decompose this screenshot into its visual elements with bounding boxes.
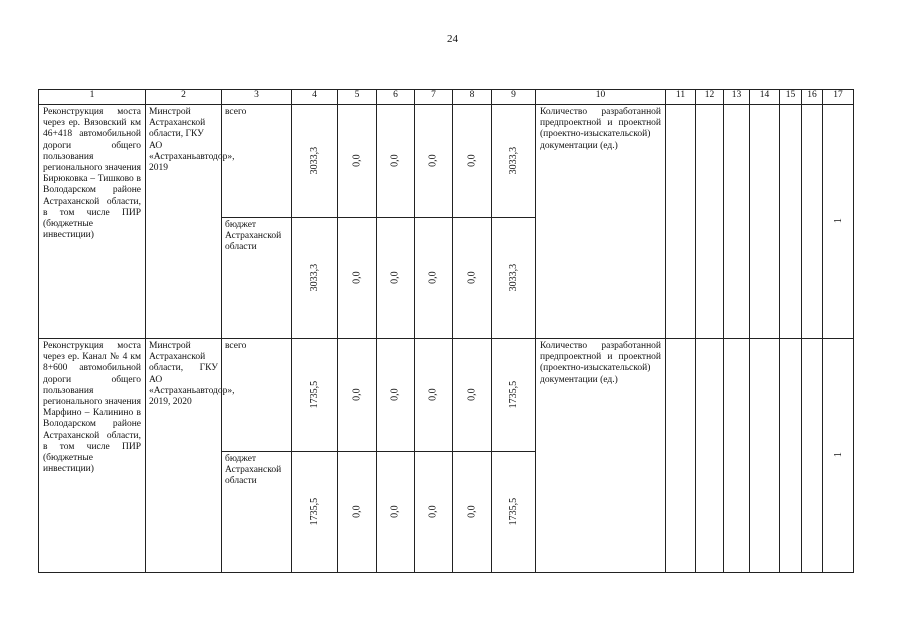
value-cell: [377, 105, 415, 218]
funding-source: всего: [222, 105, 292, 218]
indicator-value: 1: [832, 218, 844, 224]
project-name: Реконструкция моста через ер. Вязовский км 46+418 автомобильной дороги общего пользования регионального значения Бирюковка – Тишково в Володарском районе Астраханской области, в том числе ПИР (бюджетные инвестиции): [39, 105, 146, 339]
value-cell: [415, 218, 453, 339]
value-cell: [453, 339, 492, 452]
empty-cell: [750, 105, 780, 339]
empty-cell: [666, 339, 696, 573]
empty-cell: [780, 105, 802, 339]
project-name: Реконструкция моста через ер. Канал № 4 км 8+600 автомобильной дороги общего пользования регионального значения Марфино – Калинино в Володарском районе Астраханской области, в том числе ПИР (бюджетные инвестиции): [39, 339, 146, 573]
value-cell: [492, 218, 536, 339]
col-header: 15: [780, 90, 802, 105]
value-cell: [453, 105, 492, 218]
header-row: [39, 90, 854, 105]
program-table: [38, 89, 854, 573]
empty-cell: [696, 105, 724, 339]
value: 0,0: [466, 271, 478, 284]
col-header: 11: [666, 90, 696, 105]
value: 0,0: [466, 388, 478, 401]
col-header: 6: [377, 90, 415, 105]
empty-cell: [802, 339, 823, 573]
funding-source: всего: [222, 339, 292, 452]
col-header: 2: [146, 90, 222, 105]
value: 0,0: [351, 154, 363, 167]
empty-cell: [724, 105, 750, 339]
col-header: 5: [338, 90, 377, 105]
value: 0,0: [351, 388, 363, 401]
col-header: 3: [222, 90, 292, 105]
value-cell: [415, 452, 453, 573]
value-cell: [292, 339, 338, 452]
value-cell: [415, 339, 453, 452]
col-header: 13: [724, 90, 750, 105]
col-header: 7: [415, 90, 453, 105]
empty-cell: [750, 339, 780, 573]
empty-cell: [696, 339, 724, 573]
value: 0,0: [389, 154, 401, 167]
value: 0,0: [351, 505, 363, 518]
value-cell: [415, 105, 453, 218]
value: 0,0: [351, 271, 363, 284]
value-cell: [292, 105, 338, 218]
funding-source: бюджет Астраханской области: [222, 452, 292, 573]
value: 0,0: [389, 505, 401, 518]
col-header: 17: [823, 90, 854, 105]
value: 0,0: [427, 271, 439, 284]
value: 0,0: [427, 505, 439, 518]
value: 1735,5: [308, 497, 320, 526]
empty-cell: [780, 339, 802, 573]
executor: Минстрой Астраханской области, ГКУ АО «Астраханьавтодор», 2019: [146, 105, 222, 339]
indicator-value: 1: [832, 452, 844, 458]
value: 3033,3: [507, 263, 519, 292]
indicator: Количество разработанной предпроектной и проектной (проектно-изыскательской) документации (ед.): [536, 339, 666, 573]
value: 1735,5: [507, 380, 519, 409]
funding-source: бюджет Астраханской области: [222, 218, 292, 339]
value: 3033,3: [308, 263, 320, 292]
page-number: 24: [447, 33, 458, 45]
table-row: [39, 339, 854, 452]
value: 0,0: [466, 505, 478, 518]
value: 0,0: [389, 388, 401, 401]
value-cell: [338, 105, 377, 218]
value-cell: [453, 218, 492, 339]
value-cell: [377, 218, 415, 339]
col-header: 4: [292, 90, 338, 105]
value: 3033,3: [308, 146, 320, 175]
value-cell: [338, 339, 377, 452]
empty-cell: [802, 105, 823, 339]
col-header: 16: [802, 90, 823, 105]
value-cell: [492, 105, 536, 218]
empty-cell: [666, 105, 696, 339]
value-cell: [377, 339, 415, 452]
col-header: 1: [39, 90, 146, 105]
value-cell: [492, 339, 536, 452]
value-cell: [292, 218, 338, 339]
value-cell: [338, 218, 377, 339]
value: 1735,5: [308, 380, 320, 409]
indicator-value-cell: [823, 105, 854, 339]
value-cell: [453, 452, 492, 573]
executor: Минстрой Астраханской области, ГКУ АО «Астраханьавтодор», 2019, 2020: [146, 339, 222, 573]
value: 1735,5: [507, 497, 519, 526]
value-cell: [492, 452, 536, 573]
col-header: 12: [696, 90, 724, 105]
value: 3033,3: [507, 146, 519, 175]
col-header: 8: [453, 90, 492, 105]
value-cell: [377, 452, 415, 573]
indicator: Количество разработанной предпроектной и проектной (проектно-изыскательской) документации (ед.): [536, 105, 666, 339]
value: 0,0: [389, 271, 401, 284]
col-header: 9: [492, 90, 536, 105]
empty-cell: [724, 339, 750, 573]
col-header: 10: [536, 90, 666, 105]
col-header: 14: [750, 90, 780, 105]
value: 0,0: [427, 388, 439, 401]
value-cell: [292, 452, 338, 573]
table-row: [39, 105, 854, 218]
indicator-value-cell: [823, 339, 854, 573]
value-cell: [338, 452, 377, 573]
value: 0,0: [427, 154, 439, 167]
value: 0,0: [466, 154, 478, 167]
